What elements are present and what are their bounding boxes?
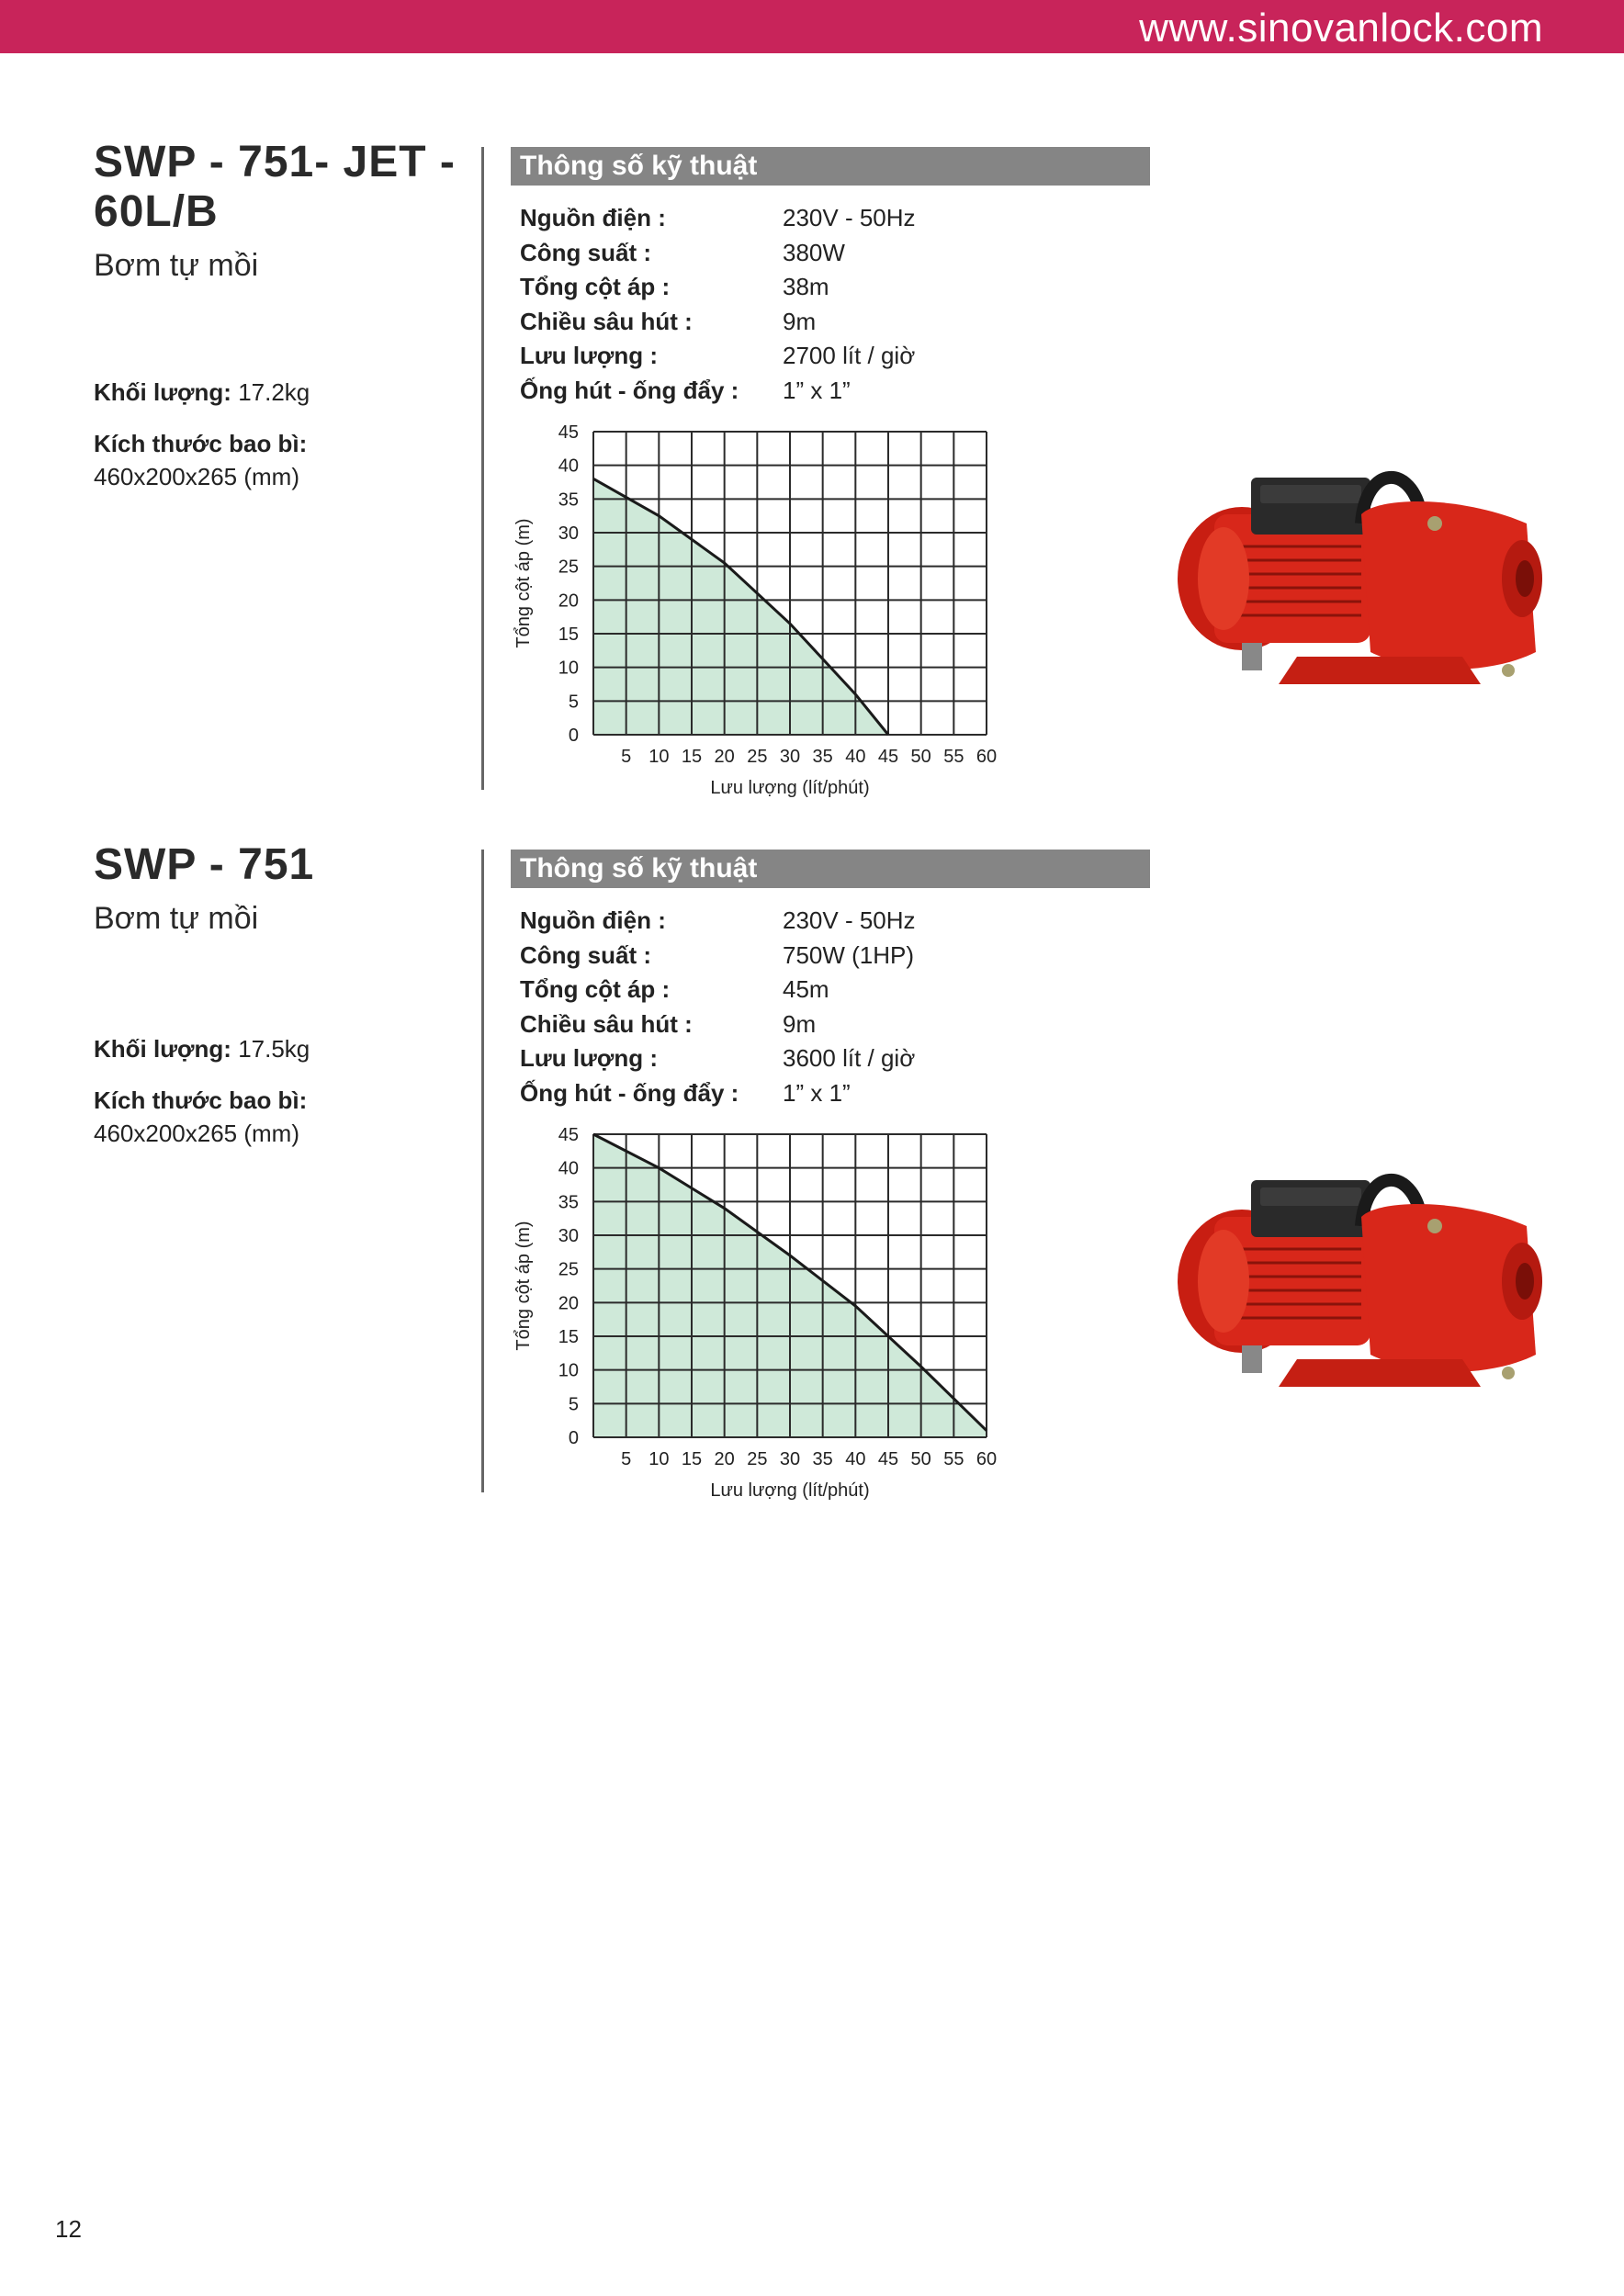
performance-chart — [511, 413, 1025, 799]
x-tick-label: 35 — [812, 1449, 833, 1469]
x-tick-label: 20 — [714, 747, 735, 767]
spec-row — [520, 1044, 1163, 1079]
top-banner — [0, 0, 1624, 53]
x-tick-label: 5 — [621, 747, 632, 767]
pump-illustration — [1178, 478, 1542, 684]
spec-table — [520, 204, 1163, 411]
x-tick-label: 60 — [976, 747, 998, 767]
product-title-block — [94, 138, 470, 284]
x-tick-label: 55 — [943, 747, 964, 767]
spec-value: 45m — [783, 975, 829, 1004]
y-tick-label: 5 — [568, 692, 579, 713]
spec-row — [520, 906, 1163, 941]
spec-label: Chiều sâu hút : — [520, 307, 693, 335]
column-divider — [481, 147, 484, 790]
pump-illustration — [1178, 1180, 1542, 1387]
spec-row — [520, 377, 1163, 411]
x-tick-label: 50 — [910, 747, 931, 767]
spec-row — [520, 342, 1163, 377]
y-tick-label: 35 — [558, 490, 579, 511]
x-tick-label: 10 — [648, 1449, 670, 1469]
x-tick-label: 40 — [845, 747, 866, 767]
dimension-value: 460x200x265 (mm) — [94, 1120, 299, 1147]
weight-info — [94, 1035, 310, 1064]
x-tick-label: 25 — [747, 747, 768, 767]
y-tick-label: 35 — [558, 1192, 579, 1213]
spec-label: Nguồn điện : — [520, 204, 666, 231]
x-axis-label: Lưu lượng (lít/phút) — [710, 778, 870, 798]
column-divider — [481, 850, 484, 1492]
y-tick-label: 25 — [558, 1259, 579, 1280]
weight-label: Khối lượng: — [94, 1035, 231, 1063]
spec-label: Tổng cột áp : — [520, 273, 671, 301]
spec-label: Lưu lượng : — [520, 342, 658, 370]
model-name-line1: SWP - 751 — [94, 840, 315, 889]
y-tick-label: 10 — [558, 1360, 579, 1381]
spec-label: Công suất : — [520, 940, 651, 969]
spec-value: 2700 lít / giờ — [783, 342, 916, 370]
pump-product-image — [1159, 459, 1545, 735]
weight-label: Khối lượng: — [94, 378, 231, 406]
y-tick-label: 20 — [558, 1293, 579, 1314]
x-tick-label: 45 — [877, 1449, 899, 1469]
x-tick-label: 5 — [621, 1449, 632, 1469]
product-type: Bơm tự mồi — [94, 248, 259, 283]
spec-value: 3600 lít / giờ — [783, 1044, 916, 1073]
y-tick-label: 15 — [558, 1327, 579, 1347]
y-tick-label: 5 — [568, 1394, 579, 1415]
spec-label: Nguồn điện : — [520, 906, 666, 934]
x-axis-label: Lưu lượng (lít/phút) — [710, 1480, 870, 1501]
spec-value: 1” x 1” — [783, 376, 851, 404]
x-tick-label: 15 — [681, 1449, 703, 1469]
spec-header: Thông số kỹ thuật — [511, 850, 1150, 888]
page-number: 12 — [55, 2215, 82, 2243]
weight-value: 17.5kg — [238, 1035, 310, 1063]
x-tick-label: 30 — [779, 1449, 801, 1469]
spec-label: Chiều sâu hút : — [520, 1009, 693, 1038]
spec-value: 750W (1HP) — [783, 940, 915, 969]
spec-row — [520, 1079, 1163, 1114]
spec-label: Ống hút - ống đẩy : — [520, 376, 739, 404]
spec-row — [520, 308, 1163, 343]
spec-value: 9m — [783, 1009, 817, 1038]
x-tick-label: 50 — [910, 1449, 931, 1469]
weight-value: 17.2kg — [238, 378, 310, 406]
y-tick-label: 10 — [558, 658, 579, 679]
x-tick-label: 45 — [877, 747, 899, 767]
spec-value: 38m — [783, 273, 829, 301]
product-title-block — [94, 840, 470, 937]
model-name-line1: SWP - 751- JET - — [94, 138, 456, 186]
x-tick-label: 55 — [943, 1449, 964, 1469]
x-tick-label: 30 — [779, 747, 801, 767]
x-tick-label: 20 — [714, 1449, 735, 1469]
spec-table — [520, 906, 1163, 1114]
product-block-1 — [0, 138, 1624, 836]
y-tick-label: 45 — [558, 1125, 579, 1145]
spec-row — [520, 273, 1163, 308]
y-axis-label: Tổng cột áp (m) — [513, 518, 534, 648]
y-tick-label: 40 — [558, 456, 579, 477]
product-block-2 — [0, 840, 1624, 1538]
x-tick-label: 15 — [681, 747, 703, 767]
spec-value: 230V - 50Hz — [783, 204, 916, 231]
spec-row — [520, 239, 1163, 274]
y-tick-label: 40 — [558, 1158, 579, 1179]
model-name-line2: 60L/B — [94, 187, 219, 236]
weight-info — [94, 378, 310, 407]
y-tick-label: 30 — [558, 523, 579, 544]
spec-row — [520, 941, 1163, 976]
spec-row — [520, 975, 1163, 1010]
spec-value: 380W — [783, 238, 845, 266]
pump-product-image — [1159, 1162, 1545, 1437]
x-tick-label: 60 — [976, 1449, 998, 1469]
spec-value: 1” x 1” — [783, 1078, 851, 1107]
spec-label: Ống hút - ống đẩy : — [520, 1078, 739, 1107]
x-tick-label: 40 — [845, 1449, 866, 1469]
spec-row — [520, 1010, 1163, 1045]
performance-chart — [511, 1116, 1025, 1502]
y-tick-label: 45 — [558, 422, 579, 443]
dimension-label: Kích thước bao bì: — [94, 430, 308, 457]
spec-row — [520, 204, 1163, 239]
y-tick-label: 0 — [568, 1428, 579, 1448]
y-tick-label: 25 — [558, 557, 579, 578]
y-axis-label: Tổng cột áp (m) — [513, 1221, 534, 1351]
spec-value: 230V - 50Hz — [783, 906, 916, 934]
spec-label: Tổng cột áp : — [520, 975, 671, 1004]
x-tick-label: 10 — [648, 747, 670, 767]
y-tick-label: 15 — [558, 625, 579, 645]
x-tick-label: 35 — [812, 747, 833, 767]
y-tick-label: 20 — [558, 591, 579, 612]
spec-label: Công suất : — [520, 238, 651, 266]
y-tick-label: 0 — [568, 726, 579, 746]
dimension-label: Kích thước bao bì: — [94, 1086, 308, 1114]
dimension-value: 460x200x265 (mm) — [94, 463, 299, 490]
spec-header: Thông số kỹ thuật — [511, 147, 1150, 186]
spec-value: 9m — [783, 307, 817, 335]
y-tick-label: 30 — [558, 1226, 579, 1246]
product-type: Bơm tự mồi — [94, 901, 259, 936]
x-tick-label: 25 — [747, 1449, 768, 1469]
curve-area — [593, 478, 888, 735]
spec-label: Lưu lượng : — [520, 1044, 658, 1073]
website-url[interactable]: www.sinovanlock.com — [1139, 6, 1543, 51]
